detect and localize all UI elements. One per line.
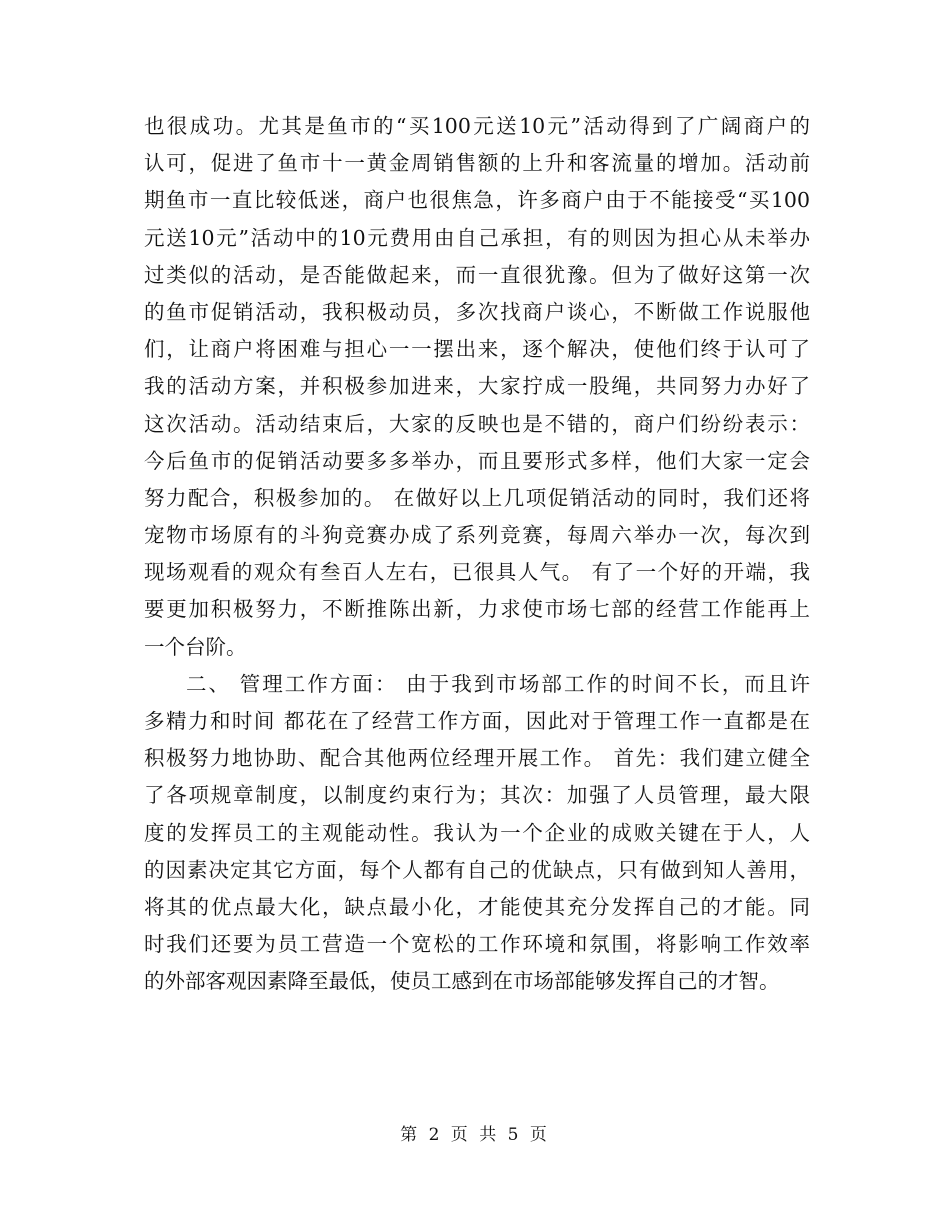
text-line: 现场观看的观众有叁百人左右，已很具人气。 有了一个好的开端，我 (144, 560, 810, 585)
text-line: 这次活动。活动结束后，大家的反映也是不错的，商户们纷纷表示： (144, 411, 810, 436)
document-body (144, 108, 810, 1001)
text-line: 认可，促进了鱼市十一黄金周销售额的上升和客流量的增加。活动前 (144, 151, 810, 176)
paragraph-promotions (144, 108, 810, 666)
page-footer: 第 2 页 共 5 页 (400, 1125, 550, 1145)
text-line: 我的活动方案，并积极参加进来，大家拧成一股绳，共同努力办好了 (144, 374, 810, 399)
text-line: 积极努力地协助、配合其他两位经理开展工作。 首先：我们建立健全 (144, 746, 810, 771)
text-line: 多精力和时间 都花在了经营工作方面，因此对于管理工作一直都是在 (144, 709, 810, 733)
text-line: 今后鱼市的促销活动要多多举办，而且要形式多样，他们大家一定会 (144, 448, 810, 473)
text-line: 要更加积极努力，不断推陈出新，力求使市场七部的经营工作能再上 (144, 597, 810, 622)
text-line: 也很成功。尤其是鱼市的“买100元送10元”活动得到了广阔商户的 (144, 114, 810, 138)
text-line: 元送10元”活动中的10元费用由自己承担，有的则因为担心从未举办 (144, 225, 810, 250)
text-line: 的鱼市促销活动，我积极动员，多次找商户谈心，不断做工作说服他 (144, 299, 810, 324)
text-line: 期鱼市一直比较低迷，商户也很焦急，许多商户由于不能接受“买100 (144, 188, 810, 213)
text-line: 努力配合，积极参加的。 在做好以上几项促销活动的同时，我们还将 (144, 485, 810, 510)
text-line: 过类似的活动，是否能做起来，而一直很犹豫。但为了做好这第一次 (144, 262, 810, 287)
paragraph-management (144, 666, 810, 1001)
text-line: 了各项规章制度，以制度约束行为；其次：加强了人员管理，最大限 (144, 783, 810, 808)
text-line: 度的发挥员工的主观能动性。我认为一个企业的成败关键在于人，人 (144, 820, 810, 845)
text-line: 的外部客观因素降至最低，使员工感到在市场部能够发挥自己的才智。 (144, 969, 780, 994)
text-line: 宠物市场原有的斗狗竞赛办成了系列竞赛，每周六举办一次，每次到 (144, 523, 810, 548)
text-line: 时我们还要为员工营造一个宽松的工作环境和氛围，将影响工作效率 (144, 932, 810, 957)
section-heading-line: 二、 管理工作方面： 由于我到市场部工作的时间不长，而且许 (186, 671, 810, 696)
text-line: 们，让商户将困难与担心一一摆出来，逐个解决，使他们终于认可了 (144, 337, 810, 362)
text-line: 的因素决定其它方面，每个人都有自己的优缺点，只有做到知人善用， (144, 857, 810, 882)
text-line: 一个台阶。 (144, 634, 247, 659)
text-line: 将其的优点最大化，缺点最小化，才能使其充分发挥自己的才能。同 (144, 894, 810, 919)
